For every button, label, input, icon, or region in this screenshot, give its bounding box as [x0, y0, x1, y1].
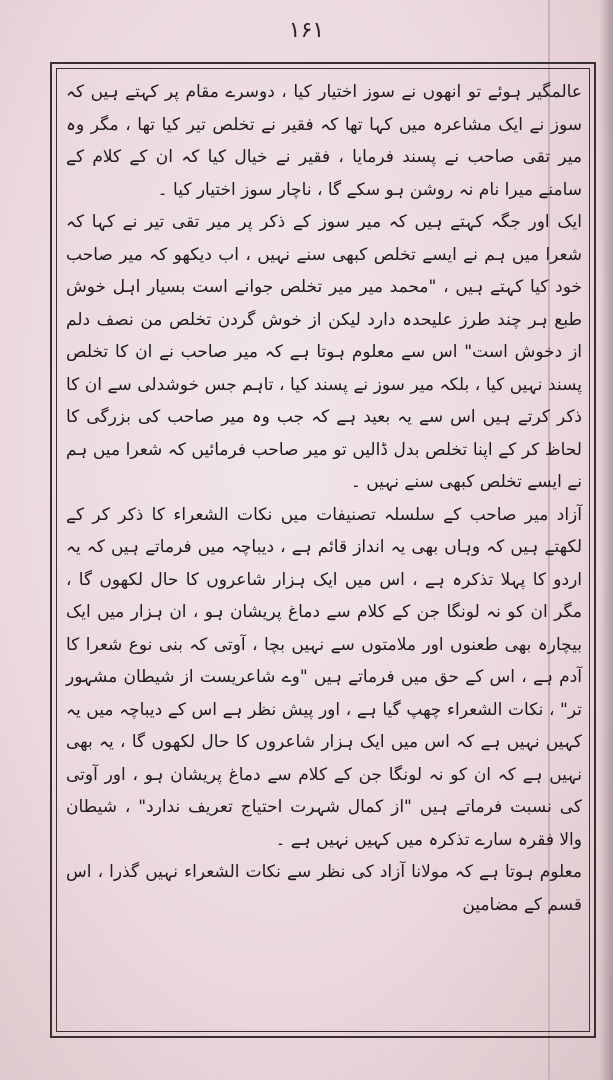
- paragraph: ایک اور جگہ کہتے ہیں کہ میر سوز کے ذکر پر میر تقی تیر نے کہا کہ شعرا میں ہم نے ایسے تخلص کبھی سنے نہیں ، اب دیکھو کہ میر صاحب خود کیا کہتے ہیں ، "محمد میر میر تخلص جوانے است بسیار اہل خوش طبع ہر چند طرز علیحدہ دارد لیکن از خوش گردن تخلص من نصف دلم از دخوش است" اس سے معلوم ہوتا ہے کہ میر صاحب نے ان کا تخلص پسند نہیں کیا ، بلکہ میر سوز نے پسند کیا ، تاہم جس خوشدلی سے ان کا ذکر کرتے ہیں اس سے یہ بعید ہے کہ جب وہ میر صاحب کی بزرگی کا لحاظ کر کے اپنا تخلص بدل ڈالیں تو میر صاحب فرمائیں کہ شعرا میں ہم نے ایسے تخلص کبھی سنے نہیں ۔: [66, 212, 582, 492]
- paragraph: آزاد میر صاحب کے سلسلہ تصنیفات میں نکات الشعراء کا ذکر کر کے لکھتے ہیں کہ وہاں بھی یہ انداز قائم ہے ، دیباچہ میں فرماتے ہیں کہ یہ اردو کا پہلا تذکرہ ہے ، اس میں ایک ہزار شاعروں کا حال لکھوں گا ، مگر ان کو نہ لونگا جن کے کلام سے دماغ پریشان ہو ، ان ہزار میں ایک بیچارہ بھی طعنوں اور ملامتوں سے نہیں بچا ، آوتی کہ بنی نوع شعرا کا آدم ہے ، اس کے حق میں فرماتے ہیں "وے شاعریست از شیطان مشہور تر" ، نکات الشعراء چھپ گیا ہے ، اور پیش نظر ہے اس کے دیباچہ میں یہ کہیں نہیں ہے کہ اس میں ایک ہزار شاعروں کا حال لکھوں گا ، یہ بھی نہیں ہے کہ ان کو نہ لونگا جن کے کلام سے دماغ پریشان ہو ، اور آوتی کی نسبت فرماتے ہیں "از کمال شہرت احتیاج تعریف ندارد" ، شیطان والا فقرہ سارے تذکرہ میں کہیں نہیں ہے ۔: [66, 504, 582, 850]
- paragraph: معلوم ہوتا ہے کہ مولانا آزاد کی نظر سے نکات الشعراء نہیں گذرا ، اس قسم کے مضامین: [66, 862, 582, 915]
- page-text: [66, 76, 582, 921]
- paragraph: عالمگیر ہوئے تو انھوں نے سوز اختیار کیا ، دوسرے مقام پر کہتے ہیں کہ سوز نے ایک مشاعرہ میں کہا تھا کہ فقیر نے تخلص تیر کیا تھا ، مگر وہ میر تقی صاحب نے پسند فرمایا ، فقیر نے خیال کیا کہ ان کے کلام کے سامنے میرا نام نہ روشن ہو سکے گا ، ناچار سوز اختیار کیا ۔: [66, 82, 582, 200]
- page-number: ۱۶۱: [288, 18, 325, 43]
- page-edge-shadow: [599, 0, 613, 1080]
